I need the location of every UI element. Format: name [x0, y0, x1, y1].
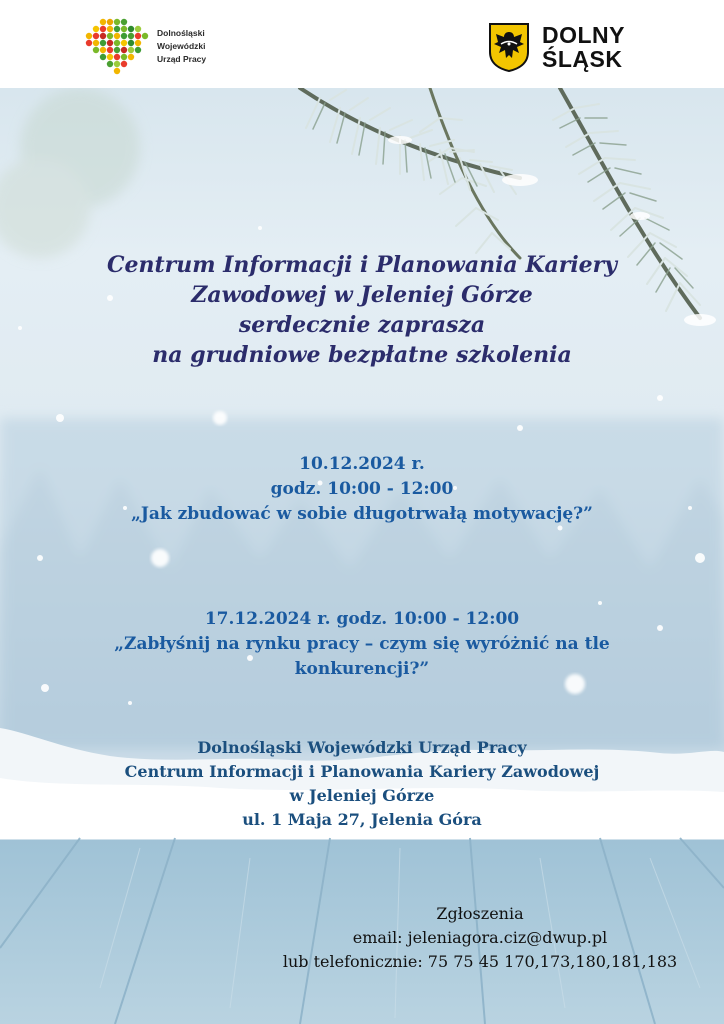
dwup-logo-text [157, 27, 206, 66]
organizer-line3: w Jeleniej Górze [289, 786, 435, 805]
dwup-logo [83, 16, 206, 76]
event-december-17 [0, 607, 724, 682]
title-line4: na grudniowe bezpłatne szkolenia [152, 342, 572, 368]
event2-date-time: 17.12.2024 r. godz. 10:00 - 12:00 [204, 609, 520, 629]
dolny-slask-line2: ŚLĄSK [542, 46, 623, 72]
title-line2: Zawodowej w Jeleniej Górze [191, 282, 533, 308]
registration-contact [240, 902, 720, 974]
winter-scene-illustration [0, 88, 724, 1024]
poster-title [0, 250, 724, 370]
event1-time: godz. 10:00 - 12:00 [270, 479, 454, 499]
event2-topic-line1: „Zabłyśnij na rynku pracy – czym się wyróżnić na tle [114, 634, 610, 654]
dwup-logo-line2: Wojewódzki [157, 40, 206, 51]
event1-date: 10.12.2024 r. [299, 454, 425, 474]
winter-background [0, 88, 724, 1024]
organizer-line4: ul. 1 Maja 27, Jelenia Góra [242, 810, 482, 829]
dwup-logo-line1: Dolnośląski [157, 27, 205, 38]
organizer-line1: Dolnośląski Wojewódzki Urząd Pracy [197, 738, 527, 757]
contact-phone: lub telefonicznie: 75 75 45 170,173,180,181,183 [282, 952, 678, 971]
organizer-address [0, 736, 724, 832]
event2-topic-line2: konkurencji?” [294, 659, 430, 679]
eagle-crest-icon [488, 22, 530, 72]
dotted-map-icon [83, 16, 149, 76]
event1-topic: „Jak zbudować w sobie długotrwałą motywację?” [131, 504, 593, 524]
contact-heading: Zgłoszenia [436, 904, 524, 923]
dolny-slask-text [542, 23, 625, 71]
header [0, 0, 724, 88]
title-line1: Centrum Informacji i Planowania Kariery [106, 252, 618, 278]
dwup-logo-line3: Urząd Pracy [157, 53, 207, 64]
title-line3: serdecznie zaprasza [238, 312, 486, 338]
dolny-slask-line1: DOLNY [542, 22, 625, 48]
organizer-line2: Centrum Informacji i Planowania Kariery Zawodowej [124, 762, 600, 781]
contact-email: email: jeleniagora.ciz@dwup.pl [352, 928, 608, 947]
dolny-slask-logo [488, 22, 625, 72]
event-december-10 [0, 452, 724, 527]
